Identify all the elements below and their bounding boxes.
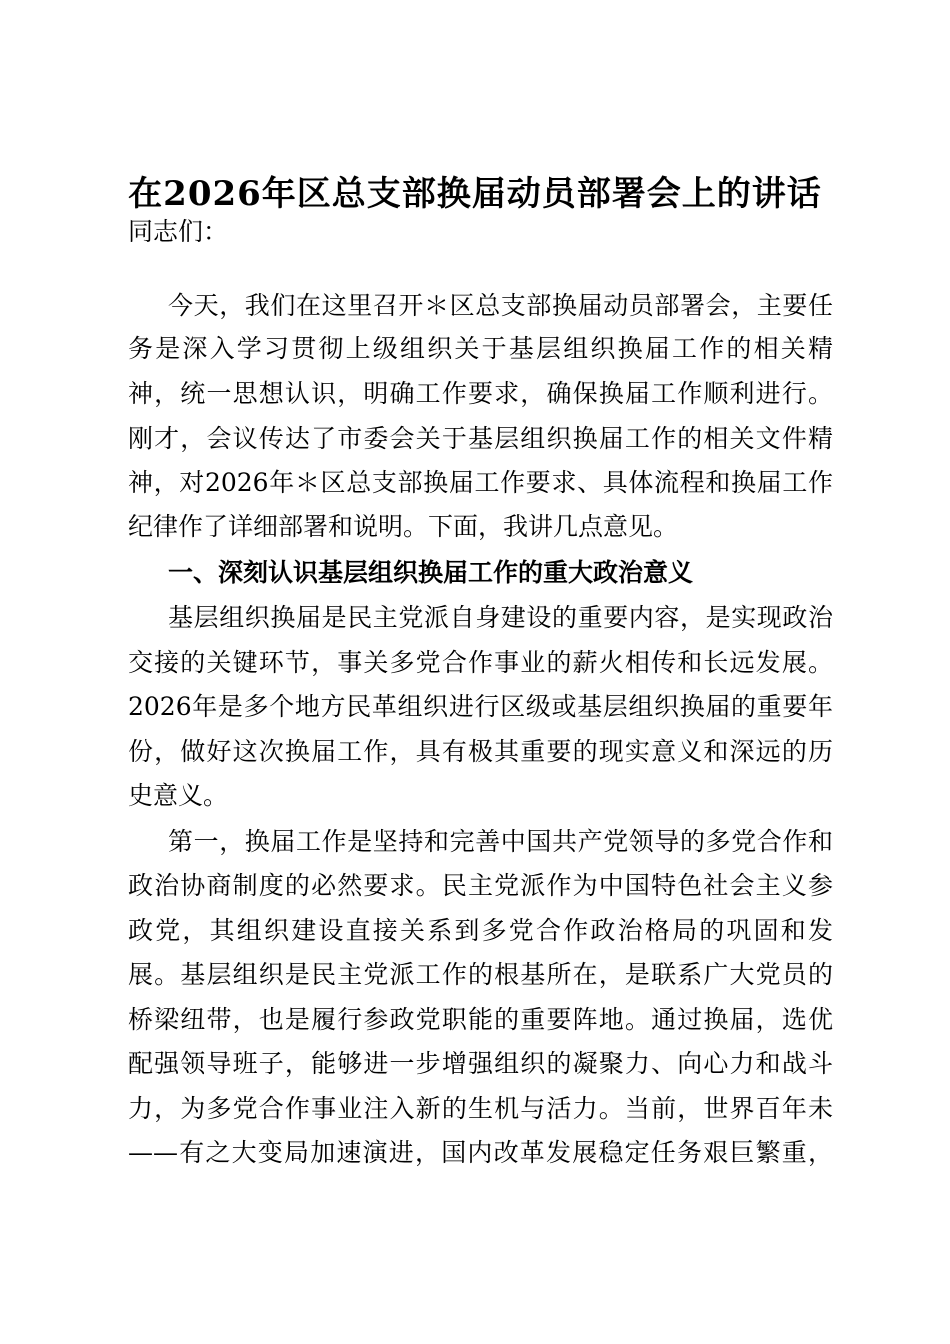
paragraph-line: 史意义。 <box>128 781 229 810</box>
paragraph-line: 今天，我们在这里召开＊区总支部换届动员部署会，主要任 <box>168 291 833 320</box>
document-title: 在2026年区总支部换届动员部署会上的讲话 <box>128 174 822 214</box>
paragraph-line: 2026年是多个地方民革组织进行区级或基层组织换届的重要年 <box>128 692 833 721</box>
paragraph-line: 桥梁纽带，也是履行参政党职能的重要阵地。通过换届，选优 <box>128 1005 833 1034</box>
paragraph-line: ——有之大变局加速演进，国内改革发展稳定任务艰巨繁重， <box>128 1138 833 1167</box>
paragraph-line: 纪律作了详细部署和说明。下面，我讲几点意见。 <box>128 512 679 541</box>
paragraph-line: 展。基层组织是民主党派工作的根基所在，是联系广大党员的 <box>128 960 833 989</box>
salutation: 同志们： <box>128 217 229 246</box>
paragraph-line: 神，统一思想认识，明确工作要求，确保换届工作顺利进行。 <box>128 379 833 408</box>
paragraph-line: 力，为多党合作事业注入新的生机与活力。当前，世界百年未 <box>128 1094 833 1123</box>
paragraph-line: 交接的关键环节，事关多党合作事业的薪火相传和长远发展。 <box>128 648 833 677</box>
paragraph-line: 神，对2026年＊区总支部换届工作要求、具体流程和换届工作 <box>128 468 833 497</box>
paragraph-line: 刚才，会议传达了市委会关于基层组织换届工作的相关文件精 <box>128 424 833 453</box>
paragraph-line: 基层组织换届是民主党派自身建设的重要内容，是实现政治 <box>168 603 833 632</box>
section-heading: 一、深刻认识基层组织换届工作的重大政治意义 <box>168 558 694 587</box>
paragraph-line: 份，做好这次换届工作，具有极其重要的现实意义和深远的历 <box>128 737 833 766</box>
paragraph-line: 配强领导班子，能够进一步增强组织的凝聚力、向心力和战斗 <box>128 1049 833 1078</box>
paragraph-line: 政治协商制度的必然要求。民主党派作为中国特色社会主义参 <box>128 871 833 900</box>
paragraph-line: 第一，换届工作是坚持和完善中国共产党领导的多党合作和 <box>168 827 833 856</box>
paragraph-line: 政党，其组织建设直接关系到多党合作政治格局的巩固和发 <box>128 916 833 945</box>
paragraph-line: 务是深入学习贯彻上级组织关于基层组织换届工作的相关精 <box>128 334 833 363</box>
